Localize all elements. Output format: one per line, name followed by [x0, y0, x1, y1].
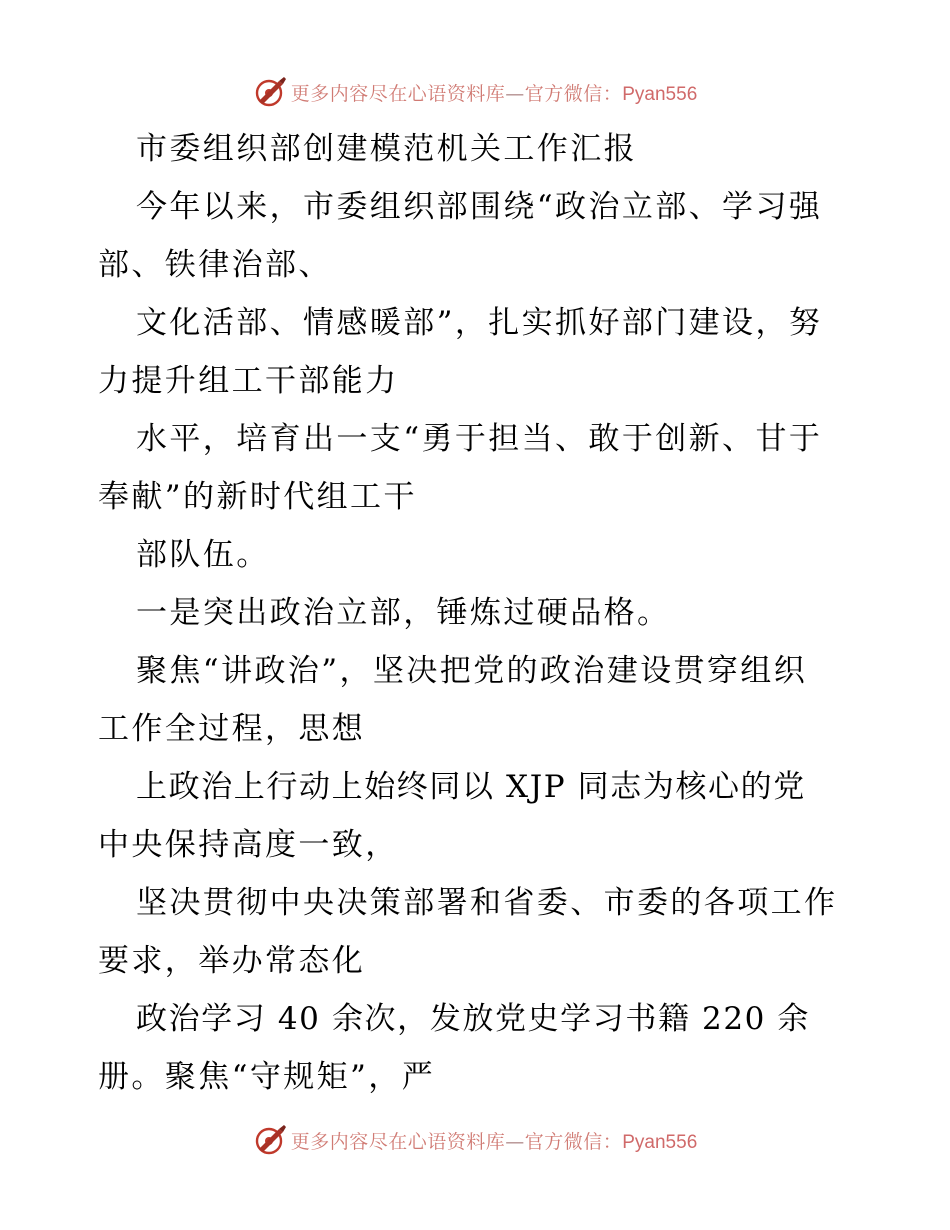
text-line: 今年以来，市委组织部围绕“政治立部、学习强 — [136, 189, 823, 225]
text-line: 政治学习 40 余次，发放党史学习书籍 220 余 — [136, 1001, 811, 1037]
text-line: 文化活部、情感暖部”，扎实抓好部门建设，努 — [136, 305, 823, 341]
text-line: 中央保持高度一致， — [98, 827, 399, 863]
document-body — [98, 120, 858, 1106]
watermark-separator: — — [505, 1130, 525, 1153]
watermark-text — [291, 79, 698, 106]
watermark-main: 更多内容尽在心语资料库 — [290, 1130, 506, 1153]
watermark-id: Pyan556 — [622, 83, 698, 105]
header-watermark — [0, 72, 950, 112]
pen-logo-icon — [253, 1123, 287, 1157]
text-line: 力提升组工干部能力 — [98, 363, 399, 399]
text-line: 部、铁律治部、 — [98, 247, 332, 283]
text-line: 坚决贯彻中央决策部署和省委、市委的各项工作 — [136, 885, 838, 921]
text-line: 要求，举办常态化 — [98, 943, 366, 979]
text-line: 上政治上行动上始终同以 XJP 同志为核心的党 — [136, 769, 806, 805]
document-title: 市委组织部创建模范机关工作汇报 — [136, 131, 637, 167]
pen-logo-icon — [253, 75, 287, 109]
watermark-suffix: 官方微信： — [524, 1130, 623, 1153]
text-line: 部队伍。 — [136, 537, 270, 573]
watermark-separator: — — [505, 82, 525, 105]
watermark-text — [291, 1127, 698, 1154]
watermark-main: 更多内容尽在心语资料库 — [290, 82, 506, 105]
section-heading: 一是突出政治立部，锤炼过硬品格。 — [136, 595, 671, 631]
text-line: 工作全过程，思想 — [98, 711, 366, 747]
text-line: 聚焦“讲政治”，坚决把党的政治建设贯穿组织 — [136, 653, 808, 689]
text-line: 册。聚焦“守规矩”，严 — [98, 1059, 436, 1095]
footer-watermark — [0, 1120, 950, 1160]
text-line: 奉献”的新时代组工干 — [98, 479, 417, 515]
watermark-suffix: 官方微信： — [524, 82, 623, 105]
text-line: 水平，培育出一支“勇于担当、敢于创新、甘于 — [136, 421, 823, 457]
watermark-id: Pyan556 — [622, 1131, 698, 1153]
